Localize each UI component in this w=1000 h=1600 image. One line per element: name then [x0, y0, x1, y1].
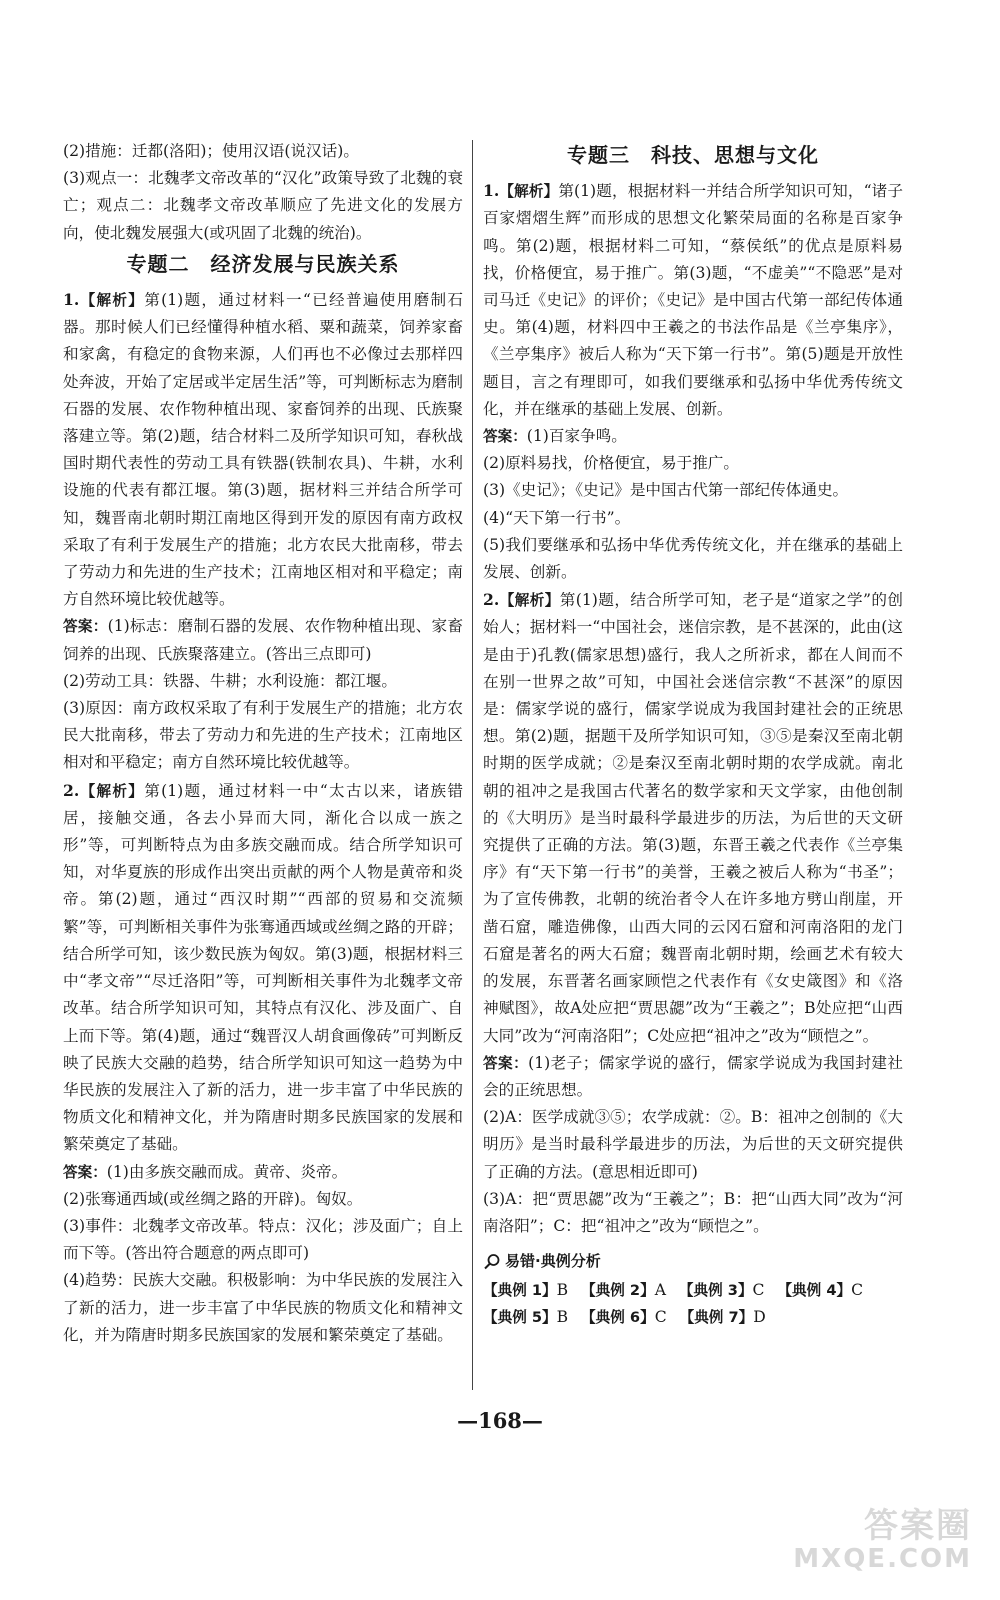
section-title-2: 专题二 经济发展与民族关系: [126, 251, 400, 276]
question-2-analysis: [483, 586, 903, 1049]
intro-line-2: (3)观点一：北魏孝文帝改革的“汉化”政策导致了北魏的衰亡；观点二：北魏孝文帝改革顺应了先进文化的发展方向，使北魏发展强大(或巩固了北魏的统治)。: [63, 169, 463, 242]
answer-text: (1)标志：磨制石器的发展、农作物种植出现、家畜饲养的出现、氏族聚落建立。(答出三点即可): [63, 617, 463, 663]
answer-line: [63, 1159, 463, 1186]
example-label: 【典例 6】: [581, 1309, 655, 1327]
question-number: 2.: [483, 590, 500, 610]
left-column: [63, 138, 463, 1349]
example-answer: A: [654, 1281, 666, 1300]
example-label: 【典例 2】: [581, 1282, 655, 1300]
example-label: 【典例 7】: [679, 1309, 754, 1327]
analysis-tag: 【解析】: [499, 183, 559, 201]
answer-line: (3)A：把“贾思勰”改为“王羲之”；B：把“山西大同”改为“河南洛阳”；C：把“祖冲之”改为“顾恺之”。: [483, 1189, 903, 1235]
example-answer: C: [752, 1281, 765, 1300]
answer-line: (3)《史记》；《史记》是中国古代第一部纪传体通史。: [483, 481, 849, 500]
answer-line: (2)张骞通西域(或丝绸之路的开辟)。匈奴。: [63, 1189, 363, 1208]
intro-line-1: (2)措施：迁都(洛阳)；使用汉语(说汉话)。: [63, 142, 359, 160]
example-label: 【典例 1】: [483, 1282, 557, 1300]
analysis-text: 第(1)题，根据材料一并结合所学知识可知，“诸子百家熠熠生辉”而形成的思想文化繁荣局面的名称是百家争鸣。第(2)题，根据材料二可知，“蔡侯纸”的优点是原料易找，价格便宜，易于推广。第(3)题，“不虚美”“不隐恶”是对司马迁《史记》的评价；《史记》是中国古代第一部纪传体通史。第(4)题，材料四中王羲之的书法作品是《兰亭集序》，《兰亭集序》被后人称为“天下第一行书”。第(5)题是开放性题目，言之有理即可，如我们要继承和弘扬中华优秀传统文化，并在继承的基础上发展、创新。: [483, 182, 903, 418]
answer-label: 答案：: [483, 428, 527, 446]
answer-line: (3)原因：南方政权采取了有利于发展生产的措施；北方农民大批南移，带去了劳动力和先进的生产技术；江南地区相对和平稳定；南方自然环境比较优越等。: [63, 699, 463, 772]
analysis-tag: 【解析】: [79, 292, 145, 310]
analysis-tag: 【解析】: [499, 592, 560, 610]
section-title-3: 专题三 科技、思想与文化: [567, 143, 819, 167]
answer-line: (2)劳动工具：铁器、牛耕；水利设施：都江堰。: [63, 671, 397, 690]
column-divider: [472, 140, 473, 1390]
answer-line: (4)“天下第一行书”。: [483, 508, 631, 527]
answer-line: [483, 1050, 903, 1104]
question-number: 2.: [63, 780, 80, 800]
answer-line: (2)A：医学成就③⑤；农学成就：②。B：祖冲之创制的《大明历》是当时最科学最进步的历法，为后世的天文研究提供了正确的方法。(意思相近即可): [483, 1108, 903, 1181]
watermark-logo: 答案圈: [864, 1506, 972, 1546]
watermark: [780, 1490, 980, 1580]
answer-label: 答案：: [63, 1163, 107, 1181]
answer-line: (3)事件：北魏孝文帝改革。特点：汉化；涉及面广；自上而下等。(答出符合题意的两点即可): [63, 1216, 463, 1263]
analysis-text: 第(1)题，通过材料一中“太古以来，诸族错居，接触交通，各去小异而大同，渐化合以成一族之形”等，可判断特点为由多族交融而成。结合所学知识可知，对华夏族的形成作出突出贡献的两个人物是黄帝和炎帝。第(2)题，通过“西汉时期”“西部的贸易和交流频繁”等，可判断相关事件为张骞通西域或丝绸之路的开辟；结合所学可知，该少数民族为匈奴。第(3)题，根据材料三中“孝文帝”“尽迁洛阳”等，可判断相关事件为北魏孝文帝改革。结合所学知识可知，其特点有汉化、涉及面广、自上而下等。第(4)题，通过“魏晋汉人胡食画像砖”可判断反映了民族大交融的趋势，结合所学知识可知这一趋势为中华民族的发展注入了新的活力，进一步丰富了中华民族的物质文化和精神文化，并为隋唐时期多民族国家的发展和繁荣奠定了基础。: [63, 781, 463, 1154]
answer-line: (4)趋势：民族大交融。积极影响：为中华民族的发展注入了新的活力，进一步丰富了中华民族的物质文化和精神文化，并为隋唐时期多民族国家的发展和繁荣奠定了基础。: [63, 1271, 463, 1344]
question-1-analysis: [63, 286, 463, 613]
answer-line: [483, 423, 903, 450]
answer-label: 答案：: [483, 1054, 529, 1072]
examples-heading: [483, 1248, 903, 1275]
right-column: [483, 138, 903, 1331]
answer-label: 答案：: [63, 618, 108, 636]
analysis-text: 第(1)题，通过材料一“已经普遍使用磨制石器。那时候人们已经懂得种植水稻、粟和蔬菜，饲养家畜和家禽，有稳定的食物来源，人们再也不必像过去那样四处奔波，开始了定居或半定居生活”等，可判断标志为磨制石器的发展、农作物种植出现、家畜饲养的出现、氏族聚落建立等。第(2)题，结合材料二及所学知识可知，春秋战国时期代表性的劳动工具有铁器(铁制农具)、牛耕，水利设施的代表有都江堰。第(3)题，据材料三并结合所学可知，魏晋南北朝时期江南地区得到开发的原因有南方政权采取了有利于发展生产的措施；北方农民大批南移，带去了劳动力和先进的生产技术；江南地区相对和平稳定；南方自然环境比较优越等。: [63, 291, 463, 609]
question-1-analysis: [483, 177, 903, 423]
question-number: 1.: [483, 181, 500, 201]
answer-line: (2)原料易找，价格便宜，易于推广。: [483, 454, 739, 473]
example-answer: C: [851, 1281, 864, 1300]
examples-row-1: [483, 1277, 903, 1304]
question-number: 1.: [63, 290, 80, 310]
answer-text: (1)由多族交融而成。黄帝、炎帝。: [106, 1162, 348, 1181]
example-label: 【典例 3】: [678, 1282, 753, 1300]
examples-title: 易错·典例分析: [505, 1252, 601, 1271]
example-label: 【典例 4】: [777, 1282, 852, 1300]
example-answer: D: [753, 1308, 766, 1327]
watermark-url: MXQE.COM: [793, 1544, 972, 1574]
examples-row-2: [483, 1304, 903, 1331]
answer-text: (1)百家争鸣。: [526, 427, 627, 446]
answer-line: [63, 613, 463, 667]
analysis-text: 第(1)题，结合所学可知，老子是“道家之学”的创始人；据材料一“中国社会，迷信宗教，是不甚深的，此由(这是由于)孔教(儒家思想)盛行，我人之所祈求，都在人间而不在别一世界之故”可知，中国社会迷信宗教“不甚深”的原因是：儒家学说的盛行，儒家学说成为我国封建社会的正统思想。第(2)题，据题干及所学知识可知，③⑤是秦汉至南北朝时期的医学成就；②是秦汉至南北朝时期的农学成就。南北朝的祖冲之是我国古代著名的数学家和天文学家，由他创制的《大明历》是当时最科学最进步的历法，为后世的天文研究提供了正确的方法。第(3)题，东晋王羲之代表作《兰亭集序》有“天下第一行书”的美誉，王羲之被后人称为“书圣”；为了宣传佛教，北朝的统治者令人在许多地方劈山削崖，开凿石窟，雕造佛像，山西大同的云冈石窟和河南洛阳的龙门石窟是著名的两大石窟；魏晋南北朝时期，绘画艺术有较大的发展，东晋著名画家顾恺之代表作有《女史箴图》和《洛神赋图》，故A处应把“贾思勰”改为“王羲之”；B处应把“山西大同”改为“河南洛阳”；C处应把“祖冲之”改为“顾恺之”。: [483, 591, 903, 1045]
analysis-tag: 【解析】: [79, 782, 145, 800]
answer-line: (5)我们要继承和弘扬中华优秀传统文化，并在继承的基础上发展、创新。: [483, 535, 903, 582]
example-answer: C: [654, 1308, 667, 1327]
example-answer: B: [556, 1281, 569, 1300]
example-label: 【典例 5】: [483, 1309, 557, 1327]
search-icon: [483, 1253, 501, 1271]
question-2-analysis: [63, 777, 463, 1159]
example-answer: B: [556, 1308, 569, 1327]
answer-text: (1)老子；儒家学说的盛行，儒家学说成为我国封建社会的正统思想。: [483, 1053, 903, 1099]
page-number: —168—: [457, 1408, 543, 1433]
